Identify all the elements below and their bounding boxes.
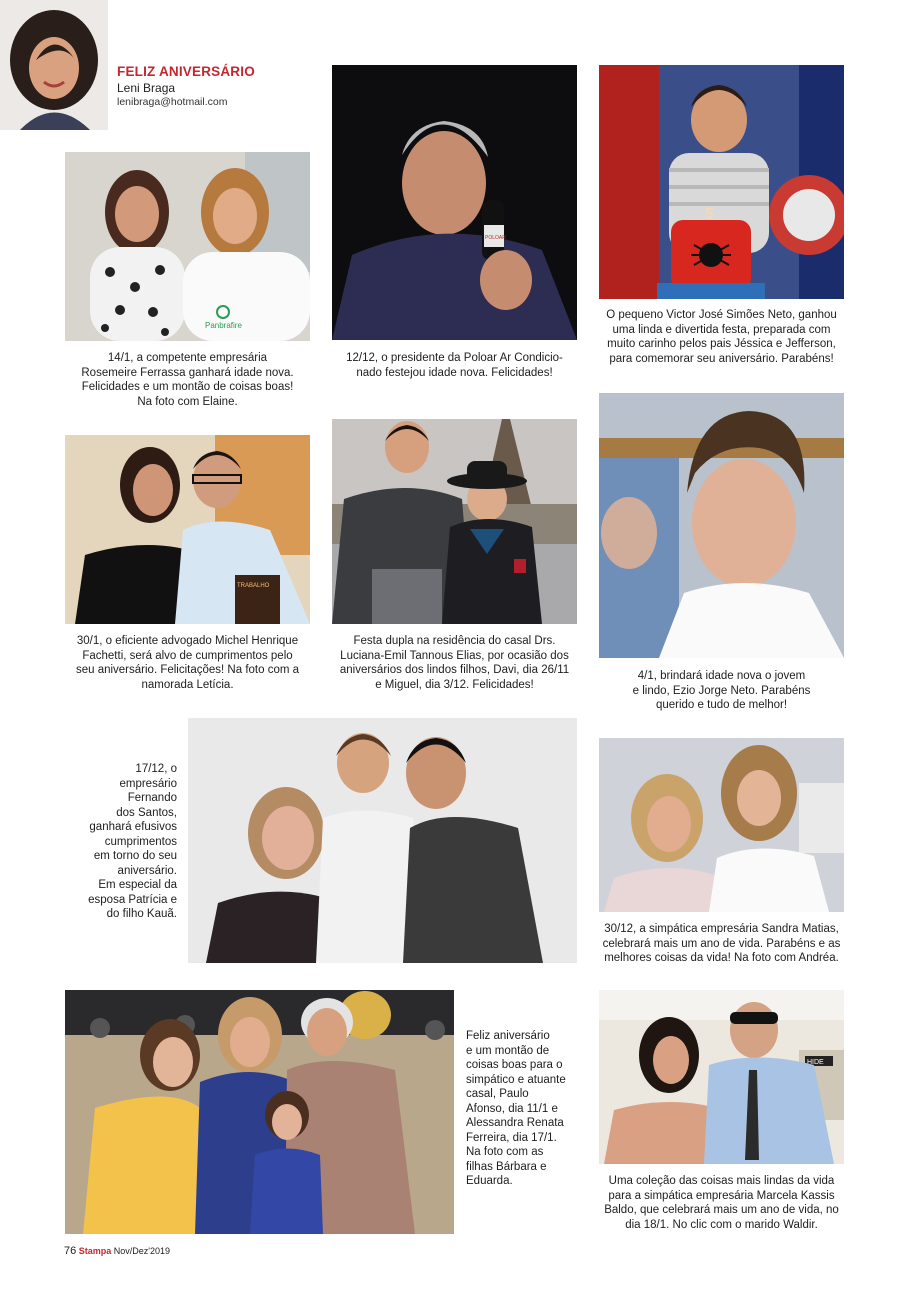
caption-line: casal, Paulo xyxy=(466,1088,529,1100)
caption-line: 17/12, o xyxy=(135,763,177,775)
caption-line: nado festejou idade nova. Felicidades! xyxy=(356,366,553,379)
caption-poloar xyxy=(332,351,577,380)
page-footer xyxy=(64,1245,170,1257)
photo-sandra-andrea xyxy=(599,738,844,912)
book-title-text: TRABALHO xyxy=(237,583,270,589)
caption-line: uma linda e divertida festa, preparada com xyxy=(612,323,831,336)
photo-fernando-family xyxy=(188,718,577,963)
caption-line: Alessandra Renata xyxy=(466,1117,564,1129)
caption-line: em torno do seu xyxy=(93,850,177,862)
photo-marcela-waldir xyxy=(599,990,844,1164)
caption-line: ganhará efusivos xyxy=(89,821,177,833)
photo-ezio xyxy=(599,393,844,658)
caption-line: simpático e atuante xyxy=(466,1073,566,1086)
caption-line: e Miguel, dia 3/12. Felicidades! xyxy=(375,678,534,691)
issue-date: Nov/Dez'2019 xyxy=(113,1246,171,1256)
caption-line: e um montão de xyxy=(466,1044,550,1057)
photo-victor xyxy=(599,65,844,299)
column-header xyxy=(117,64,255,108)
caption-line: 30/12, a simpática empresária Sandra Matias, xyxy=(604,923,839,935)
caption-line: do filho Kauã. xyxy=(106,908,177,920)
caption-line: cumprimentos xyxy=(104,835,177,848)
photo-poloar-president xyxy=(332,65,577,340)
caption-line: O pequeno Victor José Simões Neto, ganhou xyxy=(606,309,837,321)
caption-michel xyxy=(65,634,310,692)
photo-davi-miguel xyxy=(332,419,577,624)
caption-line: Baldo, que celebrará mais um ano de vida, no xyxy=(604,1204,839,1216)
caption-line: esposa Patrícia e xyxy=(88,893,177,906)
page-number: 76 xyxy=(64,1245,77,1257)
caption-rosemeire xyxy=(65,351,310,409)
caption-line: para a simpática empresária Marcela Kassis xyxy=(608,1189,835,1202)
photo-michel-leticia xyxy=(65,435,310,624)
caption-ezio xyxy=(599,669,844,713)
store-sign-text: HIDE xyxy=(807,1059,824,1066)
caption-line: celebrará mais um ano de vida. Parabéns e as xyxy=(602,937,841,950)
caption-marcela xyxy=(599,1174,844,1232)
magazine-brand: Stampa xyxy=(78,1246,112,1256)
caption-line: dos Santos, xyxy=(116,806,177,819)
caption-line: Na foto com Elaine. xyxy=(137,395,238,408)
cake-number-text: 5 xyxy=(705,206,714,223)
caption-line: Felicidades e um montão de coisas boas! xyxy=(81,381,294,393)
column-title: FELIZ ANIVERSÁRIO xyxy=(117,64,255,79)
columnist-email[interactable]: lenibraga@hotmail.com xyxy=(117,96,228,108)
caption-line: querido e tudo de melhor! xyxy=(655,699,788,711)
caption-line: Uma coleção das coisas mais lindas da vida xyxy=(608,1175,835,1187)
caption-line: Feliz aniversário xyxy=(466,1030,550,1042)
caption-line: seu aniversário. Felicitações! Na foto com a xyxy=(75,664,300,676)
caption-line: dia 18/1. No clic com o marido Waldir. xyxy=(625,1218,818,1231)
caption-line: Fernando xyxy=(127,792,177,804)
photo-paulo-alessandra xyxy=(65,990,454,1234)
caption-line: Luciana-Emil Tannous Elias, por ocasião dos xyxy=(340,649,569,662)
caption-fernando xyxy=(65,762,177,922)
caption-line: Fachetti, será alvo de cumprimentos pelo xyxy=(82,649,293,662)
caption-line: Em especial da xyxy=(98,879,177,891)
caption-line: Eduarda. xyxy=(466,1175,513,1187)
caption-line: 14/1, a competente empresária xyxy=(107,352,268,364)
columnist-portrait xyxy=(0,0,108,130)
caption-victor xyxy=(599,308,844,366)
caption-line: Rosemeire Ferrassa ganhará idade nova. xyxy=(81,366,294,379)
caption-line: 12/12, o presidente da Poloar Ar Condicio- xyxy=(346,352,563,364)
caption-line: filhas Bárbara e xyxy=(466,1160,547,1173)
caption-line: Afonso, dia 11/1 e xyxy=(466,1102,558,1115)
columnist-name: Leni Braga xyxy=(117,81,176,95)
caption-line: aniversário. xyxy=(117,864,177,877)
caption-line: Na foto com as xyxy=(466,1146,544,1158)
caption-line: coisas boas para o xyxy=(466,1059,563,1071)
caption-elias xyxy=(332,634,577,692)
caption-line: Ferreira, dia 17/1. xyxy=(466,1131,557,1144)
caption-line: namorada Letícia. xyxy=(141,678,234,691)
caption-line: Festa dupla na residência do casal Drs. xyxy=(353,635,556,647)
caption-line: empresário xyxy=(119,777,177,790)
caption-sandra xyxy=(599,922,844,966)
shirt-brand-text: Panbrafire xyxy=(205,321,242,330)
caption-line: 30/1, o eficiente advogado Michel Henrique xyxy=(76,635,299,647)
photo-rosemeire-elaine xyxy=(65,152,310,341)
caption-line: e lindo, Ezio Jorge Neto. Parabéns xyxy=(632,684,811,697)
caption-line: para comemorar seu aniversário. Parabéns! xyxy=(609,352,834,365)
caption-line: aniversários dos lindos filhos, Davi, dia 26/11 xyxy=(339,664,570,676)
mic-brand-text: POLOAR xyxy=(485,235,506,241)
caption-paulo xyxy=(466,1029,584,1189)
caption-line: melhores coisas da vida! Na foto com Andréa. xyxy=(604,952,839,964)
caption-line: 4/1, brindará idade nova o jovem xyxy=(637,670,806,682)
caption-line: muito carinho pelos pais Jéssica e Jefferson, xyxy=(607,338,836,350)
